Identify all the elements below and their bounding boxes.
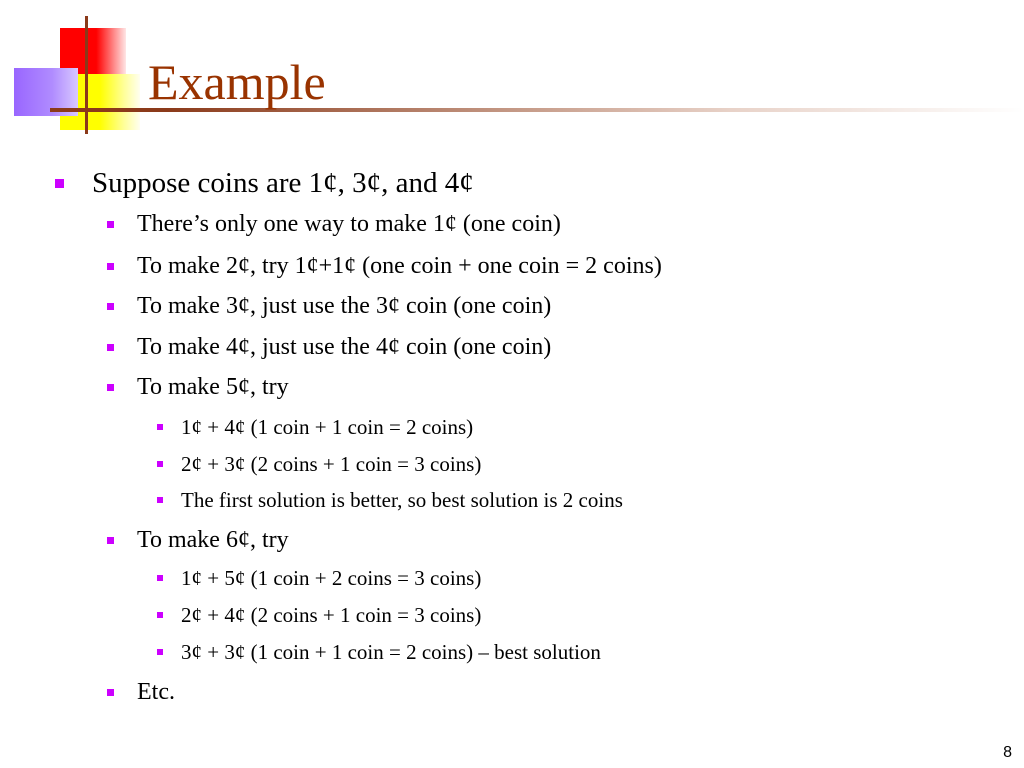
square-bullet-icon [157,497,163,503]
bullet-text: 2¢ + 3¢ (2 coins + 1 coin = 3 coins) [181,452,482,476]
bullet-text: To make 2¢, try 1¢+1¢ (one coin + one coin = 2 coins) [137,253,662,279]
vertical-rule [85,16,88,134]
slide-title: Example [148,54,326,110]
bullet-text: The first solution is better, so best solution is 2 coins [181,488,623,512]
bullet-text: To make 4¢, just use the 4¢ coin (one coin) [137,334,552,360]
bullet-text: 1¢ + 4¢ (1 coin + 1 coin = 2 coins) [181,415,474,439]
square-bullet-icon [157,461,163,467]
bullet-text: To make 5¢, try [137,374,289,400]
square-bullet-icon [55,179,64,188]
square-bullet-icon [107,537,114,544]
square-bullet-icon [157,649,163,655]
square-bullet-icon [107,384,114,391]
square-bullet-icon [157,612,163,618]
bullet-text: Etc. [137,679,175,705]
square-bullet-icon [107,344,114,351]
bullet-text: There’s only one way to make 1¢ (one coin) [137,211,561,237]
square-bullet-icon [157,575,163,581]
bullet-text: 2¢ + 4¢ (2 coins + 1 coin = 3 coins) [181,603,482,627]
square-bullet-icon [107,303,114,310]
bullet-text: Suppose coins are 1¢, 3¢, and 4¢ [92,167,474,199]
bullet-text: 1¢ + 5¢ (1 coin + 2 coins = 3 coins) [181,566,482,590]
square-bullet-icon [107,263,114,270]
square-bullet-icon [107,221,114,228]
page-number: 8 [1003,744,1012,761]
square-bullet-icon [157,424,163,430]
bullet-text: To make 3¢, just use the 3¢ coin (one coin) [137,293,552,319]
square-bullet-icon [107,689,114,696]
bullet-text: To make 6¢, try [137,527,289,553]
bullet-text: 3¢ + 3¢ (1 coin + 1 coin = 2 coins) – best solution [181,640,601,664]
